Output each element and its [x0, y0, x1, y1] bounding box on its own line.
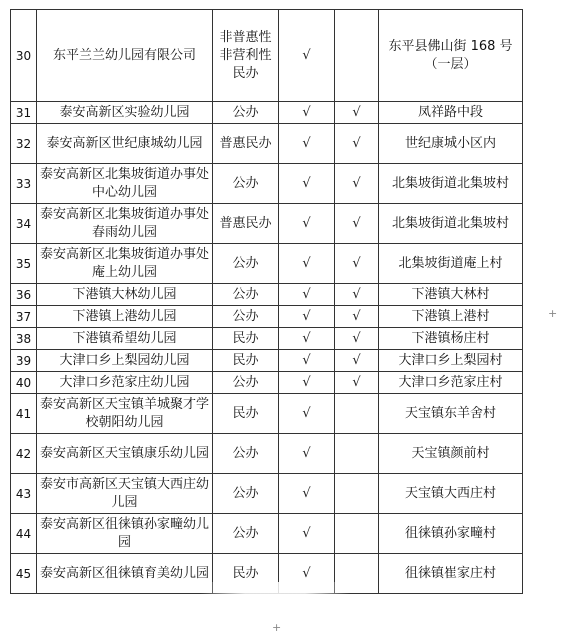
row-number: 36 — [11, 284, 37, 306]
address: 下港镇上港村 — [379, 306, 523, 328]
check-mark-2 — [335, 10, 379, 102]
row-number: 41 — [11, 394, 37, 434]
table-body — [11, 10, 523, 594]
check-mark-1: √ — [279, 394, 335, 434]
kindergarten-name: 泰安高新区徂徕镇育美幼儿园 — [37, 554, 213, 594]
document-page — [10, 9, 522, 594]
table-row — [11, 244, 523, 284]
check-mark-2: √ — [335, 164, 379, 204]
address: 大津口乡范家庄村 — [379, 372, 523, 394]
kindergarten-name: 下港镇希望幼儿园 — [37, 328, 213, 350]
kindergarten-name: 泰安市高新区天宝镇大西庄幼儿园 — [37, 474, 213, 514]
address: 徂徕镇崔家庄村 — [379, 554, 523, 594]
check-mark-2: √ — [335, 244, 379, 284]
check-mark-1: √ — [279, 474, 335, 514]
table-row — [11, 514, 523, 554]
kindergarten-name: 东平兰兰幼儿园有限公司 — [37, 10, 213, 102]
school-type: 民办 — [213, 350, 279, 372]
table-row — [11, 10, 523, 102]
row-number: 42 — [11, 434, 37, 474]
table-row — [11, 124, 523, 164]
check-mark-1: √ — [279, 164, 335, 204]
address: 天宝镇颜前村 — [379, 434, 523, 474]
table-row — [11, 102, 523, 124]
kindergarten-name: 泰安高新区世纪康城幼儿园 — [37, 124, 213, 164]
row-number: 39 — [11, 350, 37, 372]
row-number: 31 — [11, 102, 37, 124]
check-mark-2: √ — [335, 102, 379, 124]
check-mark-2: √ — [335, 372, 379, 394]
table-row — [11, 164, 523, 204]
row-number: 32 — [11, 124, 37, 164]
check-mark-1: √ — [279, 372, 335, 394]
kindergarten-name: 泰安高新区北集坡街道办事处春雨幼儿园 — [37, 204, 213, 244]
table-row — [11, 434, 523, 474]
row-number: 44 — [11, 514, 37, 554]
school-type: 普惠民办 — [213, 124, 279, 164]
plus-handle-icon[interactable]: + — [548, 307, 558, 320]
check-mark-2 — [335, 554, 379, 594]
check-mark-2: √ — [335, 328, 379, 350]
kindergarten-name: 泰安高新区北集坡街道办事处庵上幼儿园 — [37, 244, 213, 284]
check-mark-2 — [335, 434, 379, 474]
school-type: 公办 — [213, 284, 279, 306]
table-row — [11, 204, 523, 244]
check-mark-1: √ — [279, 102, 335, 124]
row-number: 30 — [11, 10, 37, 102]
check-mark-1: √ — [279, 306, 335, 328]
school-type: 公办 — [213, 164, 279, 204]
check-mark-2 — [335, 394, 379, 434]
address: 天宝镇东羊舍村 — [379, 394, 523, 434]
row-number: 34 — [11, 204, 37, 244]
kindergarten-name: 下港镇大林幼儿园 — [37, 284, 213, 306]
address: 天宝镇大西庄村 — [379, 474, 523, 514]
kindergarten-name: 泰安高新区北集坡街道办事处中心幼儿园 — [37, 164, 213, 204]
table-row — [11, 474, 523, 514]
table-row — [11, 350, 523, 372]
row-number: 45 — [11, 554, 37, 594]
school-type: 普惠民办 — [213, 204, 279, 244]
address: 徂徕镇孙家疃村 — [379, 514, 523, 554]
row-number: 35 — [11, 244, 37, 284]
school-type: 公办 — [213, 514, 279, 554]
school-type: 公办 — [213, 244, 279, 284]
check-mark-1: √ — [279, 284, 335, 306]
row-number: 37 — [11, 306, 37, 328]
address: 凤祥路中段 — [379, 102, 523, 124]
kindergarten-name: 泰安高新区徂徕镇孙家疃幼儿园 — [37, 514, 213, 554]
check-mark-1: √ — [279, 434, 335, 474]
row-number: 40 — [11, 372, 37, 394]
check-mark-2: √ — [335, 306, 379, 328]
kindergarten-name: 下港镇上港幼儿园 — [37, 306, 213, 328]
check-mark-2: √ — [335, 284, 379, 306]
school-type: 公办 — [213, 372, 279, 394]
plus-handle-icon[interactable]: + — [272, 621, 282, 634]
check-mark-2 — [335, 514, 379, 554]
kindergarten-name: 大津口乡上梨园幼儿园 — [37, 350, 213, 372]
check-mark-2: √ — [335, 350, 379, 372]
row-number: 43 — [11, 474, 37, 514]
address: 世纪康城小区内 — [379, 124, 523, 164]
address: 北集坡街道庵上村 — [379, 244, 523, 284]
school-type: 公办 — [213, 102, 279, 124]
table-row — [11, 372, 523, 394]
table-row — [11, 306, 523, 328]
school-type: 公办 — [213, 434, 279, 474]
kindergarten-table — [10, 9, 523, 594]
kindergarten-name: 大津口乡范家庄幼儿园 — [37, 372, 213, 394]
kindergarten-name: 泰安高新区天宝镇康乐幼儿园 — [37, 434, 213, 474]
school-type: 民办 — [213, 328, 279, 350]
school-type: 公办 — [213, 306, 279, 328]
check-mark-1: √ — [279, 554, 335, 594]
table-row — [11, 284, 523, 306]
check-mark-1: √ — [279, 204, 335, 244]
table-row — [11, 554, 523, 594]
address: 北集坡街道北集坡村 — [379, 204, 523, 244]
kindergarten-name: 泰安高新区实验幼儿园 — [37, 102, 213, 124]
address: 下港镇大林村 — [379, 284, 523, 306]
address: 下港镇杨庄村 — [379, 328, 523, 350]
school-type: 非普惠性非营利性民办 — [213, 10, 279, 102]
row-number: 38 — [11, 328, 37, 350]
address: 北集坡街道北集坡村 — [379, 164, 523, 204]
school-type: 民办 — [213, 394, 279, 434]
table-row — [11, 328, 523, 350]
check-mark-1: √ — [279, 514, 335, 554]
check-mark-1: √ — [279, 350, 335, 372]
check-mark-2: √ — [335, 124, 379, 164]
row-number: 33 — [11, 164, 37, 204]
address: 东平县佛山街 168 号（一层） — [379, 10, 523, 102]
kindergarten-name: 泰安高新区天宝镇羊城聚才学校朝阳幼儿园 — [37, 394, 213, 434]
check-mark-2 — [335, 474, 379, 514]
check-mark-1: √ — [279, 10, 335, 102]
check-mark-1: √ — [279, 328, 335, 350]
school-type: 民办 — [213, 554, 279, 594]
table-row — [11, 394, 523, 434]
address: 大津口乡上梨园村 — [379, 350, 523, 372]
check-mark-2: √ — [335, 204, 379, 244]
check-mark-1: √ — [279, 124, 335, 164]
check-mark-1: √ — [279, 244, 335, 284]
school-type: 公办 — [213, 474, 279, 514]
